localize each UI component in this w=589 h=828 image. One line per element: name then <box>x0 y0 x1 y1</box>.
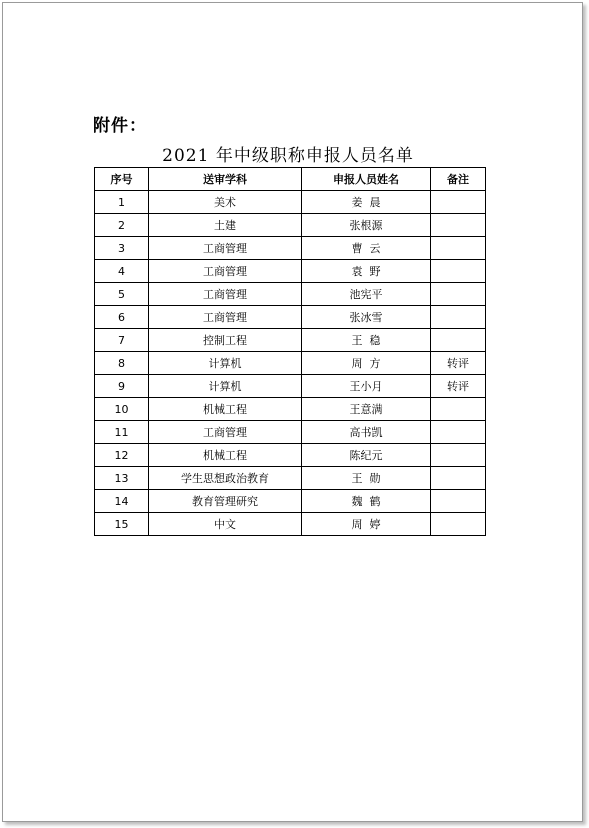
header-applicant-name: 申报人员姓名 <box>302 168 431 191</box>
cell-serial: 13 <box>95 467 149 490</box>
cell-serial: 14 <box>95 490 149 513</box>
cell-serial: 15 <box>95 513 149 536</box>
cell-remarks <box>431 283 486 306</box>
table-row <box>95 306 486 329</box>
table-row <box>95 444 486 467</box>
cell-applicant-name: 高书凯 <box>302 421 431 444</box>
cell-subject: 土建 <box>149 214 302 237</box>
cell-serial: 10 <box>95 398 149 421</box>
table-row <box>95 398 486 421</box>
cell-subject: 教育管理研究 <box>149 490 302 513</box>
cell-serial: 3 <box>95 237 149 260</box>
cell-serial: 12 <box>95 444 149 467</box>
cell-applicant-name: 王意满 <box>302 398 431 421</box>
table-row <box>95 191 486 214</box>
cell-serial: 7 <box>95 329 149 352</box>
cell-subject: 中文 <box>149 513 302 536</box>
cell-remarks <box>431 513 486 536</box>
cell-serial: 11 <box>95 421 149 444</box>
header-subject: 送审学科 <box>149 168 302 191</box>
cell-applicant-name: 池宪平 <box>302 283 431 306</box>
cell-remarks: 转评 <box>431 375 486 398</box>
header-serial: 序号 <box>95 168 149 191</box>
cell-remarks <box>431 214 486 237</box>
cell-applicant-name: 张根源 <box>302 214 431 237</box>
cell-subject: 工商管理 <box>149 260 302 283</box>
cell-applicant-name: 姜 晨 <box>302 191 431 214</box>
header-remarks: 备注 <box>431 168 486 191</box>
table-row <box>95 421 486 444</box>
table-row <box>95 375 486 398</box>
cell-subject: 计算机 <box>149 352 302 375</box>
cell-serial: 5 <box>95 283 149 306</box>
cell-remarks <box>431 398 486 421</box>
cell-applicant-name: 曹 云 <box>302 237 431 260</box>
cell-subject: 机械工程 <box>149 398 302 421</box>
cell-applicant-name: 王 稳 <box>302 329 431 352</box>
table-row <box>95 214 486 237</box>
table-row <box>95 352 486 375</box>
table-row <box>95 490 486 513</box>
table-row <box>95 260 486 283</box>
cell-serial: 4 <box>95 260 149 283</box>
table-row <box>95 237 486 260</box>
attachment-label: 附件： <box>93 116 147 136</box>
document-title: 2021 年中级职称申报人员名单 <box>162 146 414 166</box>
cell-serial: 6 <box>95 306 149 329</box>
cell-subject: 控制工程 <box>149 329 302 352</box>
cell-applicant-name: 袁 野 <box>302 260 431 283</box>
cell-serial: 1 <box>95 191 149 214</box>
table-header-row <box>95 168 486 191</box>
cell-applicant-name: 王小月 <box>302 375 431 398</box>
cell-remarks <box>431 421 486 444</box>
cell-subject: 工商管理 <box>149 283 302 306</box>
cell-remarks <box>431 467 486 490</box>
table-row <box>95 467 486 490</box>
cell-remarks <box>431 306 486 329</box>
cell-remarks <box>431 329 486 352</box>
table-row <box>95 329 486 352</box>
cell-subject: 计算机 <box>149 375 302 398</box>
cell-subject: 工商管理 <box>149 306 302 329</box>
cell-applicant-name: 张冰雪 <box>302 306 431 329</box>
cell-subject: 学生思想政治教育 <box>149 467 302 490</box>
cell-remarks <box>431 237 486 260</box>
cell-remarks <box>431 191 486 214</box>
cell-serial: 2 <box>95 214 149 237</box>
cell-applicant-name: 周 方 <box>302 352 431 375</box>
applicant-table <box>94 167 486 536</box>
cell-subject: 机械工程 <box>149 444 302 467</box>
cell-remarks: 转评 <box>431 352 486 375</box>
document-page <box>2 2 583 822</box>
cell-remarks <box>431 444 486 467</box>
cell-remarks <box>431 260 486 283</box>
cell-subject: 工商管理 <box>149 421 302 444</box>
cell-applicant-name: 魏 鹤 <box>302 490 431 513</box>
cell-applicant-name: 周 婷 <box>302 513 431 536</box>
cell-applicant-name: 王 勋 <box>302 467 431 490</box>
cell-applicant-name: 陈纪元 <box>302 444 431 467</box>
cell-remarks <box>431 490 486 513</box>
cell-serial: 8 <box>95 352 149 375</box>
cell-serial: 9 <box>95 375 149 398</box>
cell-subject: 美术 <box>149 191 302 214</box>
cell-subject: 工商管理 <box>149 237 302 260</box>
table-row <box>95 513 486 536</box>
table-row <box>95 283 486 306</box>
